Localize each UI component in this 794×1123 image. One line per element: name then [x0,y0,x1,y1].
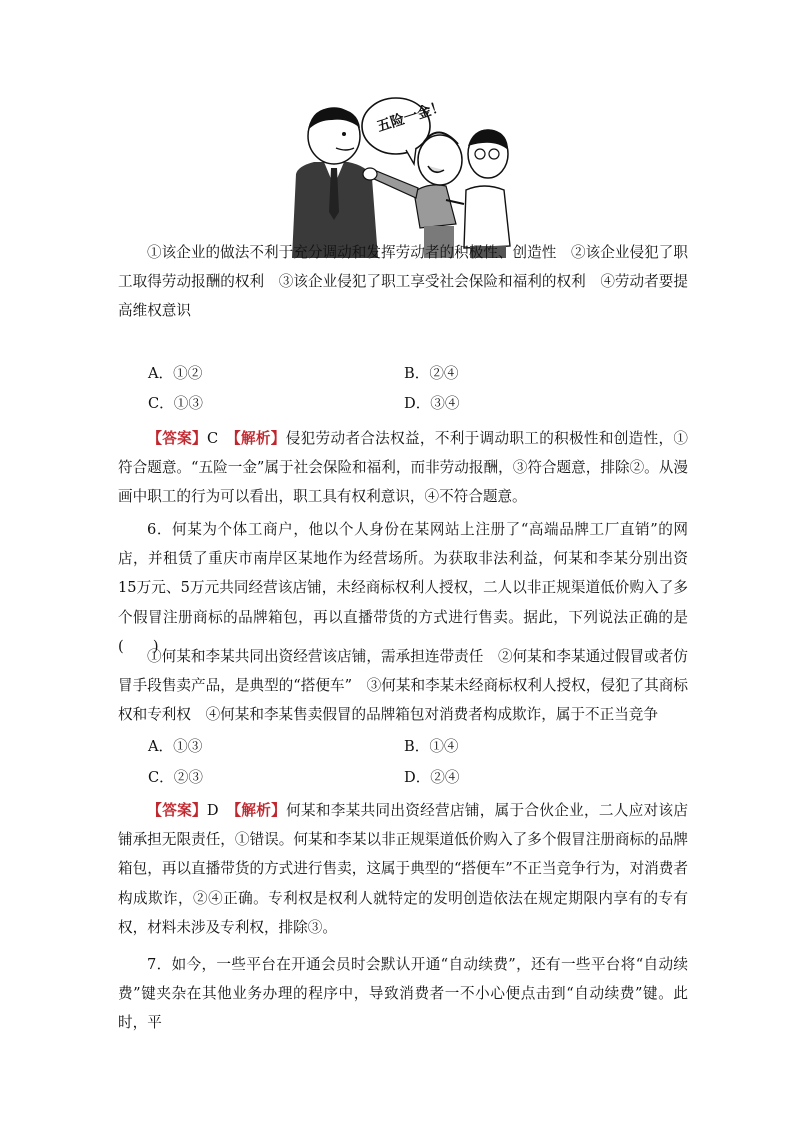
q5-option-a: A．①② [148,365,203,382]
q5-option-b: B．②④ [404,365,459,382]
q5-options-row-1 [148,363,688,385]
q6-statement: ①何某和李某共同出资经营该店铺，需承担连带责任 ②何某和李某通过假冒或者仿冒手段售卖产品，是典型的“搭便车” ③何某和李某未经商标权利人授权，侵犯了其商标权和专利权 ④何某和李某售卖假冒的品牌箱包对消费者构成欺诈，属于不正当竞争 [118,648,688,724]
q5-answer-tag: 【答案】 [147,430,207,447]
q6-option-b: B．①④ [404,738,459,755]
q6-stem: 6．何某为个体工商户，他以个人身份在某网站上注册了“高端品牌工厂直销”的网店，并租赁了重庆市南岸区某地作为经营场所。为获取非法利益，何某和李某分别出资15万元、5万元共同经营该店铺，未经商标权利人授权，二人以非正规渠道低价购入了多个假冒注册商标的品牌箱包，再以直播带货的方式进行售卖。据此，下列说法正确的是( ) [118,521,688,655]
q6-analysis-text: 何某和李某共同出资经营店铺，属于合伙企业，二人应对该店铺承担无限责任，①错误。何某和李某以非正规渠道低价购入了多个假冒注册商标的品牌箱包，再以直播带货的方式进行售卖，这属于典型的“搭便车”不正当竞争行为，对消费者构成欺诈，②④正确。专利权是权利人就特定的发明创造依法在规定期限内享有的专有权，材料未涉及专利权，排除③。 [118,802,688,936]
q6-option-a: A．①③ [148,738,203,755]
q5-answer-analysis [118,424,688,512]
q6-option-c: C．②③ [148,769,203,786]
bubble-text: 五险一金！ [375,98,447,136]
q5-analysis-tag: 【解析】 [233,430,286,447]
q5-analysis-text: 侵犯劳动者合法权益，不利于调动职工的积极性和创造性，①符合题意。“五险一金”属于社会保险和福利，而非劳动报酬，③符合题意，排除②。从漫画中职工的行为可以看出，职工具有权利意识，④不符合题意。 [118,430,688,506]
q6-options-row-2 [148,767,688,789]
q5-statement: ①该企业的做法不利于充分调动和发挥劳动者的积极性、创造性 ②该企业侵犯了职工取得劳动报酬的权利 ③该企业侵犯了职工享受社会保险和福利的权利 ④劳动者要提高维权意识 [118,244,688,320]
q5-option-c: C．①③ [148,395,203,412]
cartoon-illustration [288,96,524,258]
q6-option-d: D．②④ [404,769,460,786]
q7-stem: 7．如今，一些平台在开通会员时会默认开通“自动续费”，还有一些平台将“自动续费”键夹杂在其他业务办理的程序中，导致消费者一不小心便点击到“自动续费”键。此时，平 [118,956,688,1032]
q6-answer-value: D [206,802,234,819]
q6-answer-analysis [118,796,688,942]
q5-options-row-2 [148,393,688,415]
q6-options-row-1 [148,736,688,758]
q6-analysis-tag: 【解析】 [233,802,287,819]
q6-answer-tag: 【答案】 [147,802,207,819]
q5-option-d: D．③④ [404,395,460,412]
q5-answer-value: C [206,430,234,447]
